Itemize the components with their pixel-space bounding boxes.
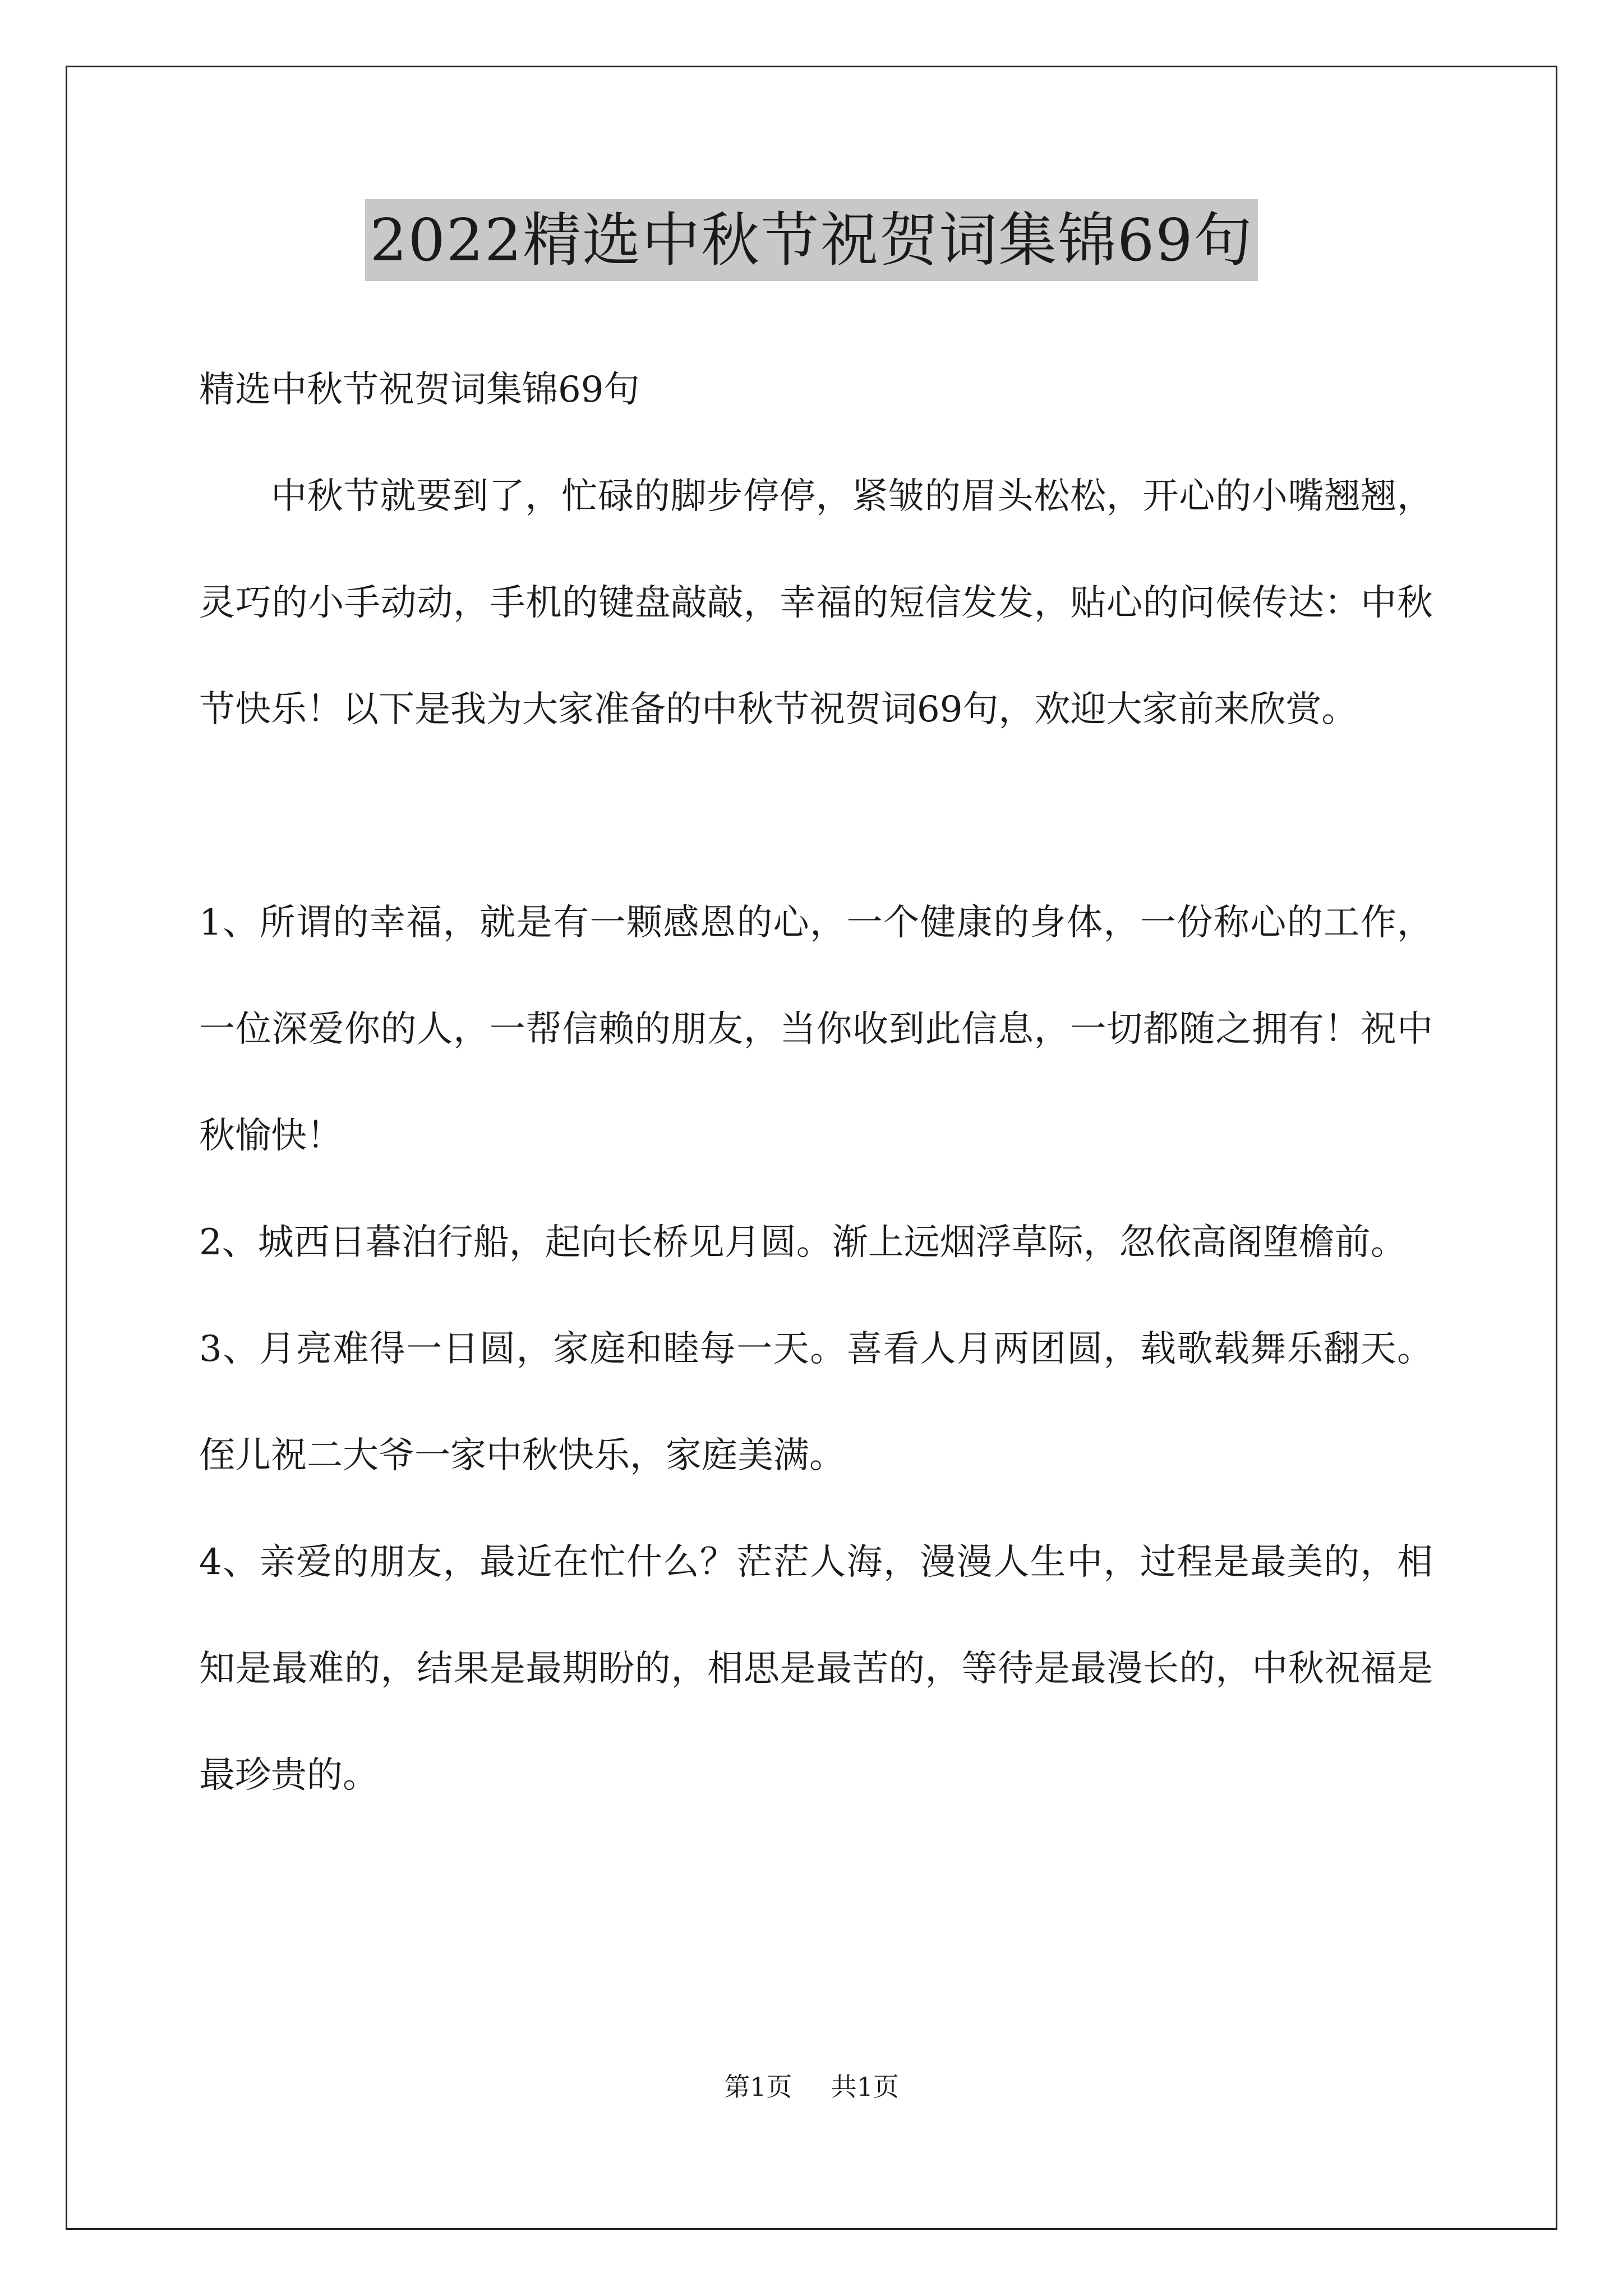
document-subtitle: 精选中秋节祝贺词集锦69句 [199, 369, 640, 411]
page-number-current: 第1页 [724, 2072, 792, 2102]
list-item: 3、月亮难得一日圆，家庭和睦每一天。喜看人月两团圆，载歌载舞乐翻天。侄儿祝二大爷一家中秋快乐，家庭美满。 [199, 1328, 1433, 1476]
document-body [199, 337, 1433, 1829]
list-item: 1、所谓的幸福，就是有一颗感恩的心，一个健康的身体，一份称心的工作，一位深爱你的人，一帮信赖的朋友，当你收到此信息，一切都随之拥有！祝中秋愉快！ [199, 902, 1433, 1157]
intro-paragraph: 中秋节就要到了，忙碌的脚步停停，紧皱的眉头松松，开心的小嘴翘翘，灵巧的小手动动，手机的键盘敲敲，幸福的短信发发，贴心的问候传达：中秋节快乐！以下是我为大家准备的中秋节祝贺词69句，欢迎大家前来欣赏。 [199, 476, 1433, 730]
page-footer [0, 2070, 1623, 2104]
page-number-total: 共1页 [831, 2072, 899, 2102]
title-wrapper [0, 199, 1623, 281]
paragraph-spacer [199, 763, 1433, 869]
document-title: 2022精选中秋节祝贺词集锦69句 [365, 199, 1257, 281]
list-item: 2、城西日暮泊行船，起向长桥见月圆。渐上远烟浮草际，忽依高阁堕檐前。 [199, 1222, 1407, 1263]
list-item: 4、亲爱的朋友，最近在忙什么？茫茫人海，漫漫人生中，过程是最美的，相知是最难的，结果是最期盼的，相思是最苦的，等待是最漫长的，中秋祝福是最珍贵的。 [199, 1542, 1433, 1796]
